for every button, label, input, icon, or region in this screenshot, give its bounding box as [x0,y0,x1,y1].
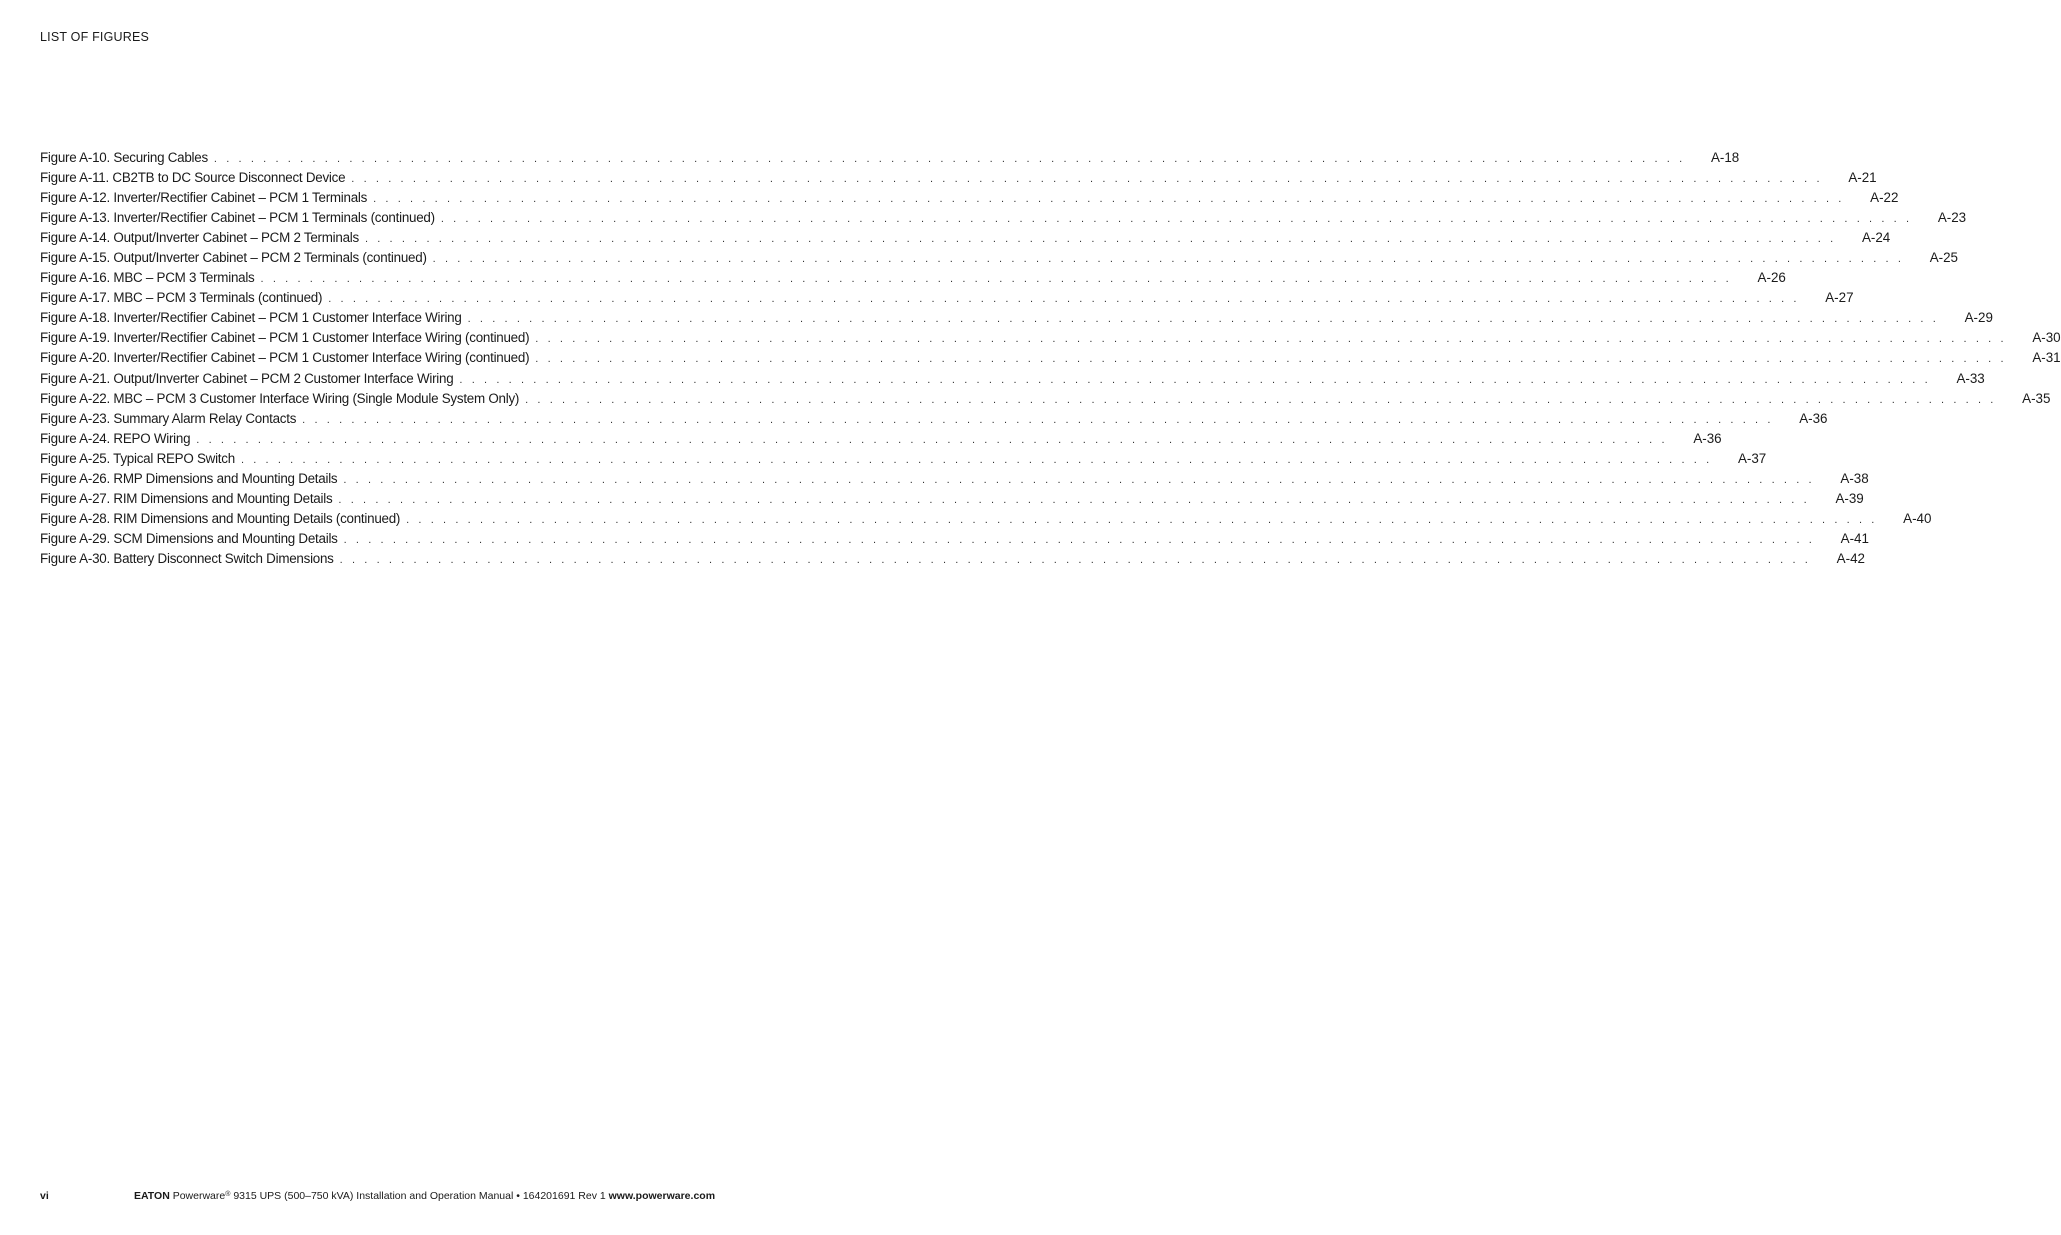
toc-entry-title: Figure A-27. RIM Dimensions and Mounting Details [40,490,333,506]
toc-entry-page: A-31 [2032,350,2061,366]
running-head: LIST OF FIGURES [40,30,150,44]
toc-entry-page: A-39 [1835,490,1864,506]
toc-entry[interactable] [40,370,1985,391]
toc-entry-title: Figure A-30. Battery Disconnect Switch Dimensions [40,550,334,566]
registered-mark: ® [225,1191,231,1198]
page-number: vi [40,1190,49,1202]
toc-entry-page: A-21 [1848,170,1877,186]
toc-entry-page: A-42 [1836,550,1865,566]
toc-entry-page: A-40 [1903,510,1932,526]
toc-entry[interactable] [40,250,1958,270]
toc-leader-dots: . . . . . . . . . . . . . . . . . . . . . . . . . . . . . . . . . . . . . . . . . . . . . . . . . . . . . . . . . . . . . . . . . . . . . . . . . . . . . . . . . . . . . . . . . . . . . . . . . . . . . . . . . . . . . . . . . . . . . . . . [343,533,1815,546]
toc-entry[interactable] [40,310,1993,330]
toc-entry-page: A-25 [1929,250,1958,266]
toc-leader-dots: . . . . . . . . . . . . . . . . . . . . . . . . . . . . . . . . . . . . . . . . . . . . . . . . . . . . . . . . . . . . . . . . . . . . . . . . . . . . . . . . . . . . . . . . . . . . . . . . . . . . . . . . . . . . . . . . . . . . . . . . [240,453,1713,466]
toc-entry-title: Figure A-26. RMP Dimensions and Mounting Details [40,470,338,486]
toc-entry-page: A-38 [1840,470,1869,486]
toc-leader-dots: . . . . . . . . . . . . . . . . . . . . . . . . . . . . . . . . . . . . . . . . . . . . . . . . . . . . . . . . . . . . . . . . . . . . . . . . . . . . . . . . . . . . . . . . . . . . . . . . . . . . . . . . . . . . . . . . . . . . . . . . [440,213,1913,226]
toc-leader-dots: . . . . . . . . . . . . . . . . . . . . . . . . . . . . . . . . . . . . . . . . . . . . . . . . . . . . . . . . . . . . . . . . . . . . . . . . . . . . . . . . . . . . . . . . . . . . . . . . . . . . . . . . . . . . . . . . . . . . . . . . [196,433,1668,446]
toc-entry-page: A-29 [1964,310,1993,326]
toc-entry-page: A-22 [1870,190,1899,206]
toc-entry-title: Figure A-20. Inverter/Rectifier Cabinet – PCM 1 Customer Interface Wiring (continued) [40,350,530,366]
toc-entry-page: A-33 [1956,370,1985,386]
toc-entry-page: A-35 [2022,390,2051,406]
toc-entry-title: Figure A-28. RIM Dimensions and Mounting Details (continued) [40,510,401,526]
toc-entry[interactable] [40,210,1967,230]
toc-entry[interactable] [40,410,1828,431]
toc-entry-page: A-26 [1757,270,1786,286]
toc-entry[interactable] [40,430,1722,451]
toc-entry-page: A-18 [1710,150,1740,165]
toc-entry-title: Figure A-23. Summary Alarm Relay Contacts [40,410,297,426]
toc-entry-page: A-37 [1737,450,1767,466]
toc-entry-title: Figure A-29. SCM Dimensions and Mounting Details [40,530,338,546]
toc-entry[interactable] [40,270,1786,290]
toc-leader-dots: . . . . . . . . . . . . . . . . . . . . . . . . . . . . . . . . . . . . . . . . . . . . . . . . . . . . . . . . . . . . . . . . . . . . . . . . . . . . . . . . . . . . . . . . . . . . . . . . . . . . . . . . . . . . . . . . . . . . . . . . [535,333,2007,346]
toc-entry[interactable] [40,190,1899,210]
toc-leader-dots: . . . . . . . . . . . . . . . . . . . . . . . . . . . . . . . . . . . . . . . . . . . . . . . . . . . . . . . . . . . . . . . . . . . . . . . . . . . . . . . . . . . . . . . . . . . . . . . . . . . . . . . . . . . . . . . . . . . . . . . . [351,173,1823,186]
toc-leader-dots: . . . . . . . . . . . . . . . . . . . . . . . . . . . . . . . . . . . . . . . . . . . . . . . . . . . . . . . . . . . . . . . . . . . . . . . . . . . . . . . . . . . . . . . . . . . . . . . . . . . . . . . . . . . . . . . . . . . . . . . . [260,273,1732,286]
toc-leader-dots: . . . . . . . . . . . . . . . . . . . . . . . . . . . . . . . . . . . . . . . . . . . . . . . . . . . . . . . . . . . . . . . . . . . . . . . . . . . . . . . . . . . . . . . . . . . . . . . . . . . . . . . . . . . . . . . . . . . . . . . . [535,353,2007,366]
toc-entry-title: Figure A-12. Inverter/Rectifier Cabinet – PCM 1 Terminals [40,190,368,206]
footer-text [134,1190,715,1202]
toc-leader-dots: . . . . . . . . . . . . . . . . . . . . . . . . . . . . . . . . . . . . . . . . . . . . . . . . . . . . . . . . . . . . . . . . . . . . . . . . . . . . . . . . . . . . . . . . . . . . . . . . . . . . . . . . . . . . . . . . . . . . . . . . [525,393,1997,406]
toc-entry-title: Figure A-19. Inverter/Rectifier Cabinet – PCM 1 Customer Interface Wiring (continued) [40,330,530,346]
toc-leader-dots: . . . . . . . . . . . . . . . . . . . . . . . . . . . . . . . . . . . . . . . . . . . . . . . . . . . . . . . . . . . . . . . . . . . . . . . . . . . . . . . . . . . . . . . . . . . . . . . . . . . . . . . . . . . . . . . . . . . . . . . . [459,373,1931,386]
toc-entry-page: A-27 [1825,290,1854,306]
toc-leader-dots: . . . . . . . . . . . . . . . . . . . . . . . . . . . . . . . . . . . . . . . . . . . . . . . . . . . . . . . . . . . . . . . . . . . . . . . . . . . . . . . . . . . . . . . . . . . . . . . . . . . . . . . . . . . . . . . . . . . . . . . . [302,413,1774,426]
footer-product: Powerware [172,1190,226,1202]
toc-leader-dots: . . . . . . . . . . . . . . . . . . . . . . . . . . . . . . . . . . . . . . . . . . . . . . . . . . . . . . . . . . . . . . . . . . . . . . . . . . . . . . . . . . . . . . . . . . . . . . . . . . . . . . . . . . . . . . . . . . . . . . . . [343,473,1815,486]
toc-entry[interactable] [40,550,1865,571]
toc-entry-page: A-41 [1840,530,1869,546]
toc-entry[interactable] [40,290,1854,310]
toc-entry-title: Figure A-22. MBC – PCM 3 Customer Interface Wiring (Single Module System Only) [40,390,520,406]
toc-leader-dots: . . . . . . . . . . . . . . . . . . . . . . . . . . . . . . . . . . . . . . . . . . . . . . . . . . . . . . . . . . . . . . . . . . . . . . . . . . . . . . . . . . . . . . . . . . . . . . . . . . . . . . . . . . . . . . . . . . . . . . . . [373,193,1845,206]
toc-entry[interactable] [40,330,2061,350]
toc-entry[interactable] [40,490,1864,511]
toc-entry-title: Figure A-25. Typical REPO Switch [40,450,235,466]
toc-entry[interactable] [40,350,2061,370]
toc-entry-page: A-30 [2032,330,2061,346]
toc-entry-title: Figure A-16. MBC – PCM 3 Terminals [40,270,255,286]
toc-entry[interactable] [40,530,1869,551]
toc-leader-dots: . . . . . . . . . . . . . . . . . . . . . . . . . . . . . . . . . . . . . . . . . . . . . . . . . . . . . . . . . . . . . . . . . . . . . . . . . . . . . . . . . . . . . . . . . . . . . . . . . . . . . . . . . . . . . . . . . . . . . . . . [213,153,1686,165]
toc-entry-page: A-36 [1799,410,1828,426]
toc-entry[interactable] [40,230,1891,250]
toc-entry[interactable] [40,150,1740,170]
toc-entry-title: Figure A-10. Securing Cables [40,150,208,165]
toc-entry-title: Figure A-15. Output/Inverter Cabinet – PCM 2 Terminals (continued) [40,250,427,266]
toc-leader-dots: . . . . . . . . . . . . . . . . . . . . . . . . . . . . . . . . . . . . . . . . . . . . . . . . . . . . . . . . . . . . . . . . . . . . . . . . . . . . . . . . . . . . . . . . . . . . . . . . . . . . . . . . . . . . . . . . . . . . . . . . [467,313,1939,326]
toc-leader-dots: . . . . . . . . . . . . . . . . . . . . . . . . . . . . . . . . . . . . . . . . . . . . . . . . . . . . . . . . . . . . . . . . . . . . . . . . . . . . . . . . . . . . . . . . . . . . . . . . . . . . . . . . . . . . . . . . . . . . . . . . [338,493,1810,506]
toc-entry-page: A-24 [1861,230,1891,246]
toc-entry[interactable] [40,510,1932,531]
toc-entry[interactable] [40,450,1767,471]
toc-entry-title: Figure A-11. CB2TB to DC Source Disconnect Device [40,170,346,186]
toc-entry[interactable] [40,170,1877,190]
toc-entry-title: Figure A-17. MBC – PCM 3 Terminals (continued) [40,290,323,306]
toc-entry-page: A-36 [1693,430,1722,446]
toc-entry[interactable] [40,470,1869,491]
toc-entry-page: A-23 [1937,210,1967,226]
footer-brand: EATON [134,1190,170,1202]
toc-leader-dots: . . . . . . . . . . . . . . . . . . . . . . . . . . . . . . . . . . . . . . . . . . . . . . . . . . . . . . . . . . . . . . . . . . . . . . . . . . . . . . . . . . . . . . . . . . . . . . . . . . . . . . . . . . . . . . . . . . . . . . . . [328,293,1800,306]
toc-leader-dots: . . . . . . . . . . . . . . . . . . . . . . . . . . . . . . . . . . . . . . . . . . . . . . . . . . . . . . . . . . . . . . . . . . . . . . . . . . . . . . . . . . . . . . . . . . . . . . . . . . . . . . . . . . . . . . . . . . . . . . . . [339,553,1811,566]
footer-website-link[interactable]: www.powerware.com [608,1190,716,1202]
toc-entry[interactable] [40,390,2051,411]
list-of-figures [40,150,2061,571]
toc-entry-title: Figure A-14. Output/Inverter Cabinet – PCM 2 Terminals [40,230,359,246]
toc-leader-dots: . . . . . . . . . . . . . . . . . . . . . . . . . . . . . . . . . . . . . . . . . . . . . . . . . . . . . . . . . . . . . . . . . . . . . . . . . . . . . . . . . . . . . . . . . . . . . . . . . . . . . . . . . . . . . . . . . . . . . . . . [432,253,1904,266]
toc-leader-dots: . . . . . . . . . . . . . . . . . . . . . . . . . . . . . . . . . . . . . . . . . . . . . . . . . . . . . . . . . . . . . . . . . . . . . . . . . . . . . . . . . . . . . . . . . . . . . . . . . . . . . . . . . . . . . . . . . . . . . . . . [406,513,1878,526]
toc-entry-title: Figure A-18. Inverter/Rectifier Cabinet – PCM 1 Customer Interface Wiring [40,310,462,326]
toc-leader-dots: . . . . . . . . . . . . . . . . . . . . . . . . . . . . . . . . . . . . . . . . . . . . . . . . . . . . . . . . . . . . . . . . . . . . . . . . . . . . . . . . . . . . . . . . . . . . . . . . . . . . . . . . . . . . . . . . . . . . . . . . [364,233,1837,246]
toc-entry-title: Figure A-13. Inverter/Rectifier Cabinet – PCM 1 Terminals (continued) [40,210,435,226]
toc-entry-title: Figure A-21. Output/Inverter Cabinet – PCM 2 Customer Interface Wiring [40,370,454,386]
toc-entry-title: Figure A-24. REPO Wiring [40,430,191,446]
footer-manual-title: 9315 UPS (500–750 kVA) Installation and Operation Manual • 164201691 Rev 1 [230,1190,609,1202]
